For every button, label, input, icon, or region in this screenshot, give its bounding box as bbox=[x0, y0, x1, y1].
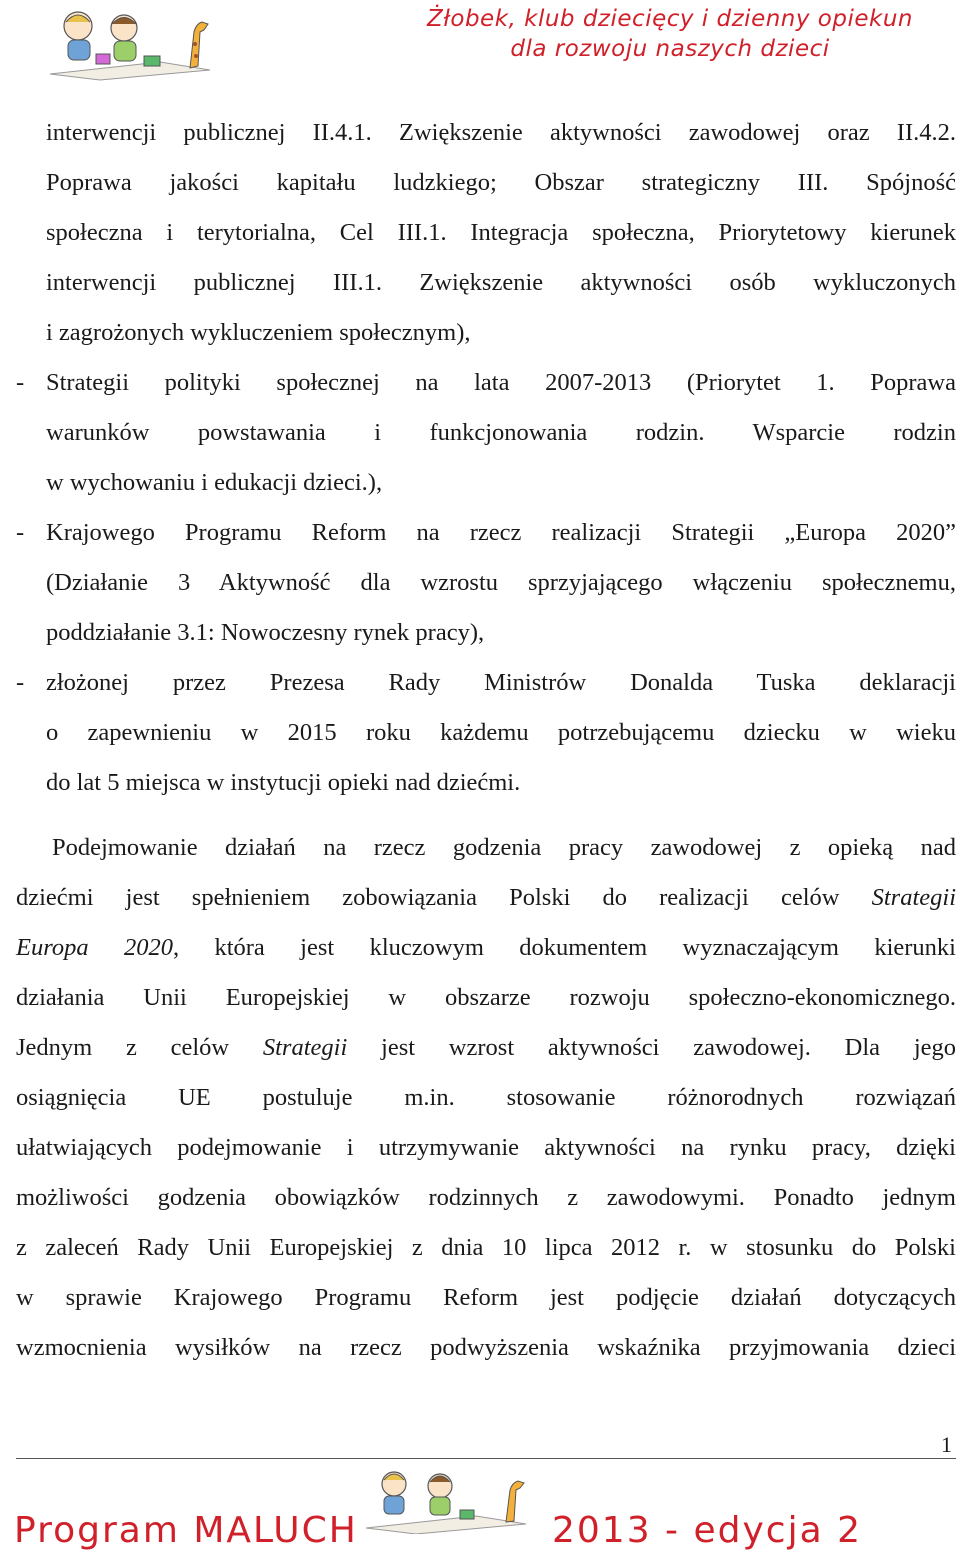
text-line: dziećmi jest spełnieniem zobowiązania Polski do realizacji celów Strategii bbox=[16, 884, 956, 911]
text-line: Strategii polityki społecznej na lata 2007-2013 (Priorytet 1. Poprawa bbox=[46, 369, 956, 396]
text-line: z zaleceń Rady Unii Europejskiej z dnia 10 lipca 2012 r. w stosunku do Polski bbox=[16, 1234, 956, 1261]
text-line: interwencji publicznej II.4.1. Zwiększenie aktywności zawodowej oraz II.4.2. bbox=[46, 119, 956, 146]
page-header bbox=[0, 0, 960, 90]
text-line: osiągnięcia UE postuluje m.in. stosowanie różnorodnych rozwiązań bbox=[16, 1084, 956, 1111]
text-line: Podejmowanie działań na rzecz godzenia pracy zawodowej z opieką nad bbox=[52, 834, 956, 861]
text-line: do lat 5 miejsca w instytucji opieki nad dziećmi. bbox=[46, 769, 521, 796]
text-line: Krajowego Programu Reform na rzecz realizacji Strategii „Europa 2020” bbox=[46, 519, 956, 546]
text-line: interwencji publicznej III.1. Zwiększenie aktywności osób wykluczonych bbox=[46, 269, 956, 296]
children-drawing-logo-icon bbox=[40, 4, 220, 82]
footer-divider bbox=[16, 1458, 956, 1459]
footer-edition: 2013 - edycja 2 bbox=[552, 1510, 863, 1551]
text-line: Jednym z celów Strategii jest wzrost aktywności zawodowej. Dla jego bbox=[16, 1034, 957, 1061]
children-drawing-logo-icon bbox=[356, 1464, 536, 1534]
text-line: w sprawie Krajowego Programu Reform jest podjęcie działań dotyczących bbox=[16, 1284, 956, 1311]
header-title-line2: dla rozwoju naszych dzieci bbox=[510, 36, 830, 62]
text-line: złożonej przez Prezesa Rady Ministrów Donalda Tuska deklaracji bbox=[46, 669, 956, 696]
text-line: możliwości godzenia obowiązków rodzinnych z zawodowymi. Ponadto jednym bbox=[16, 1184, 956, 1211]
text-line: o zapewnieniu w 2015 roku każdemu potrzebującemu dziecku w wieku bbox=[46, 719, 956, 746]
text-line: poddziałanie 3.1: Nowoczesny rynek pracy), bbox=[46, 619, 485, 646]
bullet-dash: - bbox=[16, 369, 25, 396]
text-line: Poprawa jakości kapitału ludzkiego; Obszar strategiczny III. Spójność bbox=[46, 169, 956, 196]
bullet-dash: - bbox=[16, 669, 25, 696]
text-line: ułatwiających podejmowanie i utrzymywanie aktywności na rynku pracy, dzięki bbox=[16, 1134, 956, 1161]
header-title bbox=[400, 4, 940, 64]
header-title-line1: Żłobek, klub dziecięcy i dzienny opiekun bbox=[427, 6, 913, 32]
bullet-dash: - bbox=[16, 519, 25, 546]
text-line: działania Unii Europejskiej w obszarze rozwoju społeczno-ekonomicznego. bbox=[16, 984, 956, 1011]
page-number: 1 bbox=[941, 1432, 952, 1457]
text-line: warunków powstawania i funkcjonowania rodzin. Wsparcie rodzin bbox=[46, 419, 956, 446]
text-line: wzmocnienia wysiłków na rzecz podwyższenia wskaźnika przyjmowania dzieci bbox=[16, 1334, 956, 1361]
text-line: (Działanie 3 Aktywność dla wzrostu sprzyjającego włączeniu społecznemu, bbox=[46, 569, 956, 596]
footer-program-name: Program MALUCH bbox=[14, 1510, 358, 1551]
text-line: społeczna i terytorialna, Cel III.1. Integracja społeczna, Priorytetowy kierunek bbox=[46, 219, 956, 246]
text-line: w wychowaniu i edukacji dzieci.), bbox=[46, 469, 383, 496]
text-line: Europa 2020, która jest kluczowym dokumentem wyznaczającym kierunki bbox=[16, 934, 956, 961]
text-line: i zagrożonych wykluczeniem społecznym), bbox=[46, 319, 471, 346]
